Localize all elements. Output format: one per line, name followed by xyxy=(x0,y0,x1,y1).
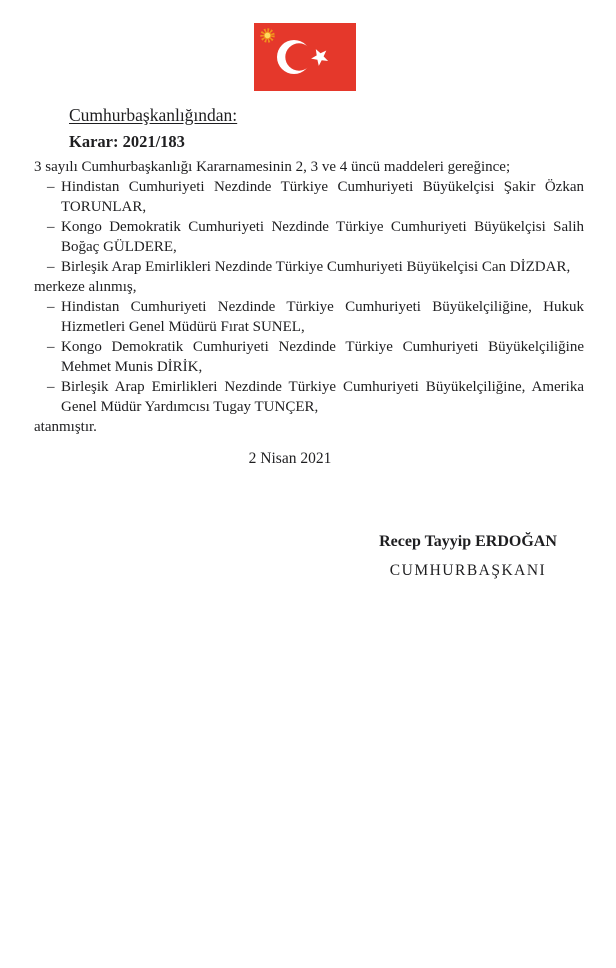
dash-bullet: – xyxy=(47,339,55,355)
signature-block xyxy=(366,531,570,580)
item-line: Kongo Demokratik Cumhuriyeti Nezdinde Türkiye Cumhuriyeti Büyükelçiliğine xyxy=(61,339,584,355)
dash-bullet: – xyxy=(47,179,55,195)
issuer-heading: Cumhurbaşkanlığından: xyxy=(69,105,238,125)
signature-title: CUMHURBAŞKANI xyxy=(389,562,547,579)
decree-header xyxy=(69,104,237,152)
item-line: Hindistan Cumhuriyeti Nezdinde Türkiye Cumhuriyeti Büyükelçiliğine, Hukuk xyxy=(61,299,584,315)
flag-graphic xyxy=(254,23,356,91)
interim-line: merkeze alınmış, xyxy=(34,279,137,295)
dash-bullet: – xyxy=(47,219,55,235)
dash-bullet: – xyxy=(47,259,55,275)
item-line: Birleşik Arap Emirlikleri Nezdinde Türkiye Cumhuriyeti Büyükelçiliğine, Amerika xyxy=(61,379,584,395)
signature-name: Recep Tayyip ERDOĞAN xyxy=(379,533,557,550)
item-line: Genel Müdür Yardımcısı Tugay TUNÇER, xyxy=(61,399,319,415)
item-line: Hizmetleri Genel Müdürü Fırat SUNEL, xyxy=(61,319,305,335)
item-line: Boğaç GÜLDERE, xyxy=(61,239,177,255)
decision-number: Karar: 2021/183 xyxy=(69,132,185,151)
closing-line: atanmıştır. xyxy=(34,419,97,435)
dash-bullet: – xyxy=(47,299,55,315)
turkish-presidential-flag xyxy=(254,23,356,91)
decree-item xyxy=(34,297,584,337)
decree-item xyxy=(34,177,584,217)
item-line: Birleşik Arap Emirlikleri Nezdinde Türkiye Cumhuriyeti Büyükelçisi Can DİZDAR, xyxy=(61,259,571,275)
decree-item xyxy=(34,377,584,417)
item-line: Mehmet Munis DİRİK, xyxy=(61,359,203,375)
decree-item xyxy=(34,217,584,257)
item-line: TORUNLAR, xyxy=(61,199,147,215)
decree-item xyxy=(34,337,584,377)
decree-body xyxy=(34,157,584,437)
intro-line: 3 sayılı Cumhurbaşkanlığı Kararnamesinin 2, 3 ve 4 üncü maddeleri gereğince; xyxy=(34,159,511,175)
item-line: Kongo Demokratik Cumhuriyeti Nezdinde Türkiye Cumhuriyeti Büyükelçisi Salih xyxy=(61,219,584,235)
decree-date: 2 Nisan 2021 xyxy=(248,450,332,467)
item-line: Hindistan Cumhuriyeti Nezdinde Türkiye Cumhuriyeti Büyükelçisi Şakir Özkan xyxy=(61,179,584,195)
dash-bullet: – xyxy=(47,379,55,395)
decree-item xyxy=(34,257,584,277)
